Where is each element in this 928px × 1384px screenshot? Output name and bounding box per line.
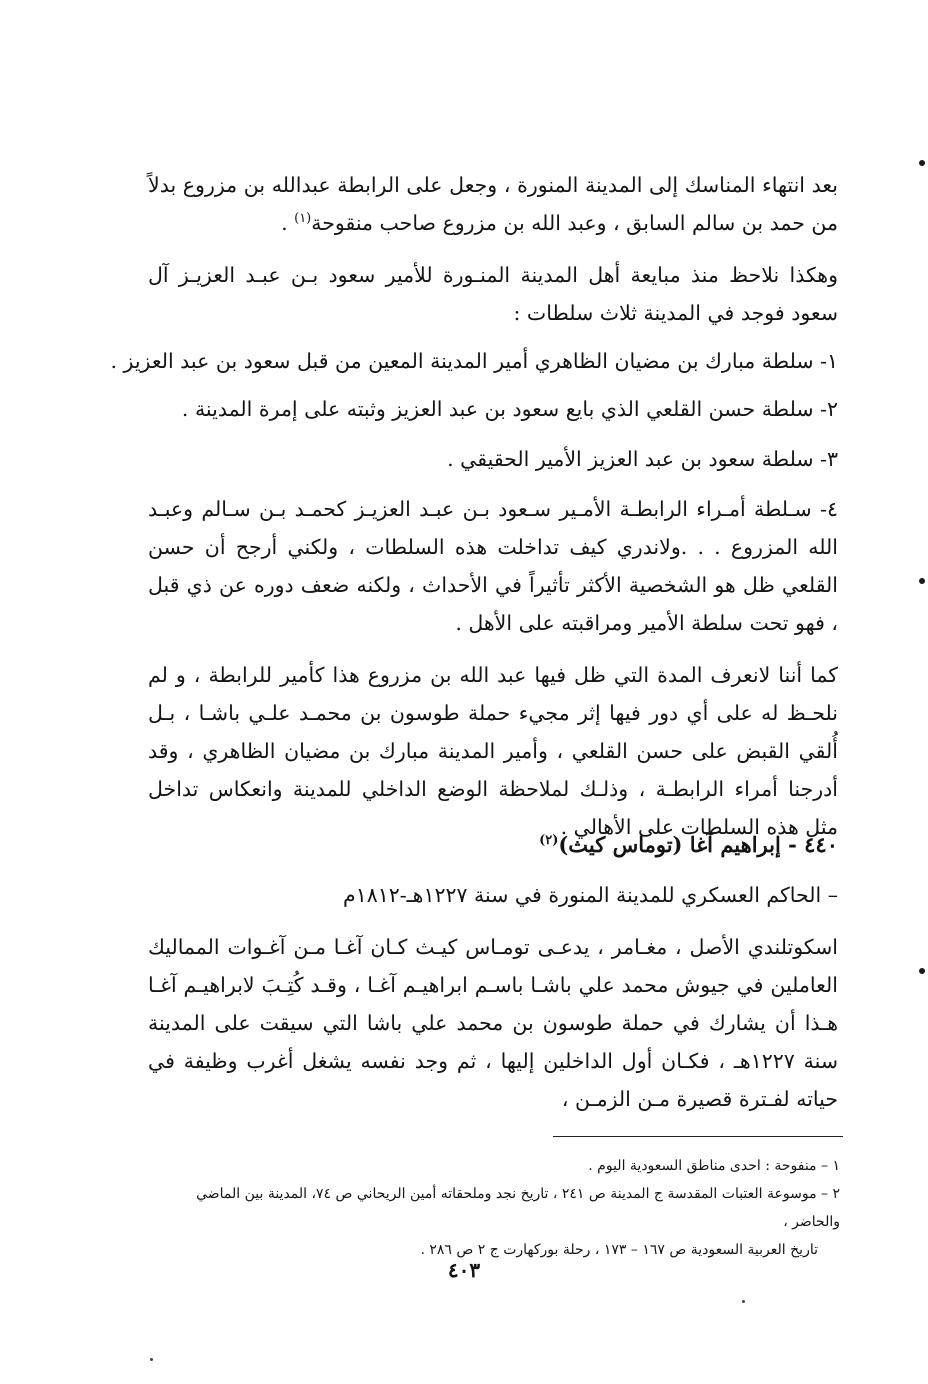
- paragraph-1: [148, 166, 838, 242]
- entry-subtitle: – الحاكم العسكري للمدينة المنورة في سنة ١٢٢٧هـ-١٨١٢م: [342, 883, 838, 907]
- list-item-1: ١- سلطة مبارك بن مضيان الظاهري أمير المدينة المعين من قبل سعود بن عبد العزيز .: [110, 349, 838, 373]
- paragraph-4-text: كما أننا لانعرف المدة التي ظل فيها عبد الله بن مزروع هذا كأمير للرابطة ، و لم نلحـظ له على أي دور فيها إثر مجيء حملة طوسون بن محمـد علـي باشـا ، بـل أُلقي القبض على حسن القلعي ، وأمير المدينة مبارك بن مضيان الظاهري ، وقد أدرجنا أمراء الرابطـة ، وذلـك لملاحظة الوضع الداخلي للمدينة وانعكاس تداخل مثل هذه السلطات على الأهالي .: [148, 663, 838, 839]
- footnote-separator: [553, 1136, 843, 1137]
- scan-mark: [919, 160, 925, 166]
- paragraph-4: [148, 656, 838, 846]
- scan-mark: [919, 968, 925, 974]
- footnote-2-continuation: تاريخ العربية السعودية ص ١٦٧ – ١٧٣ ، رحلة بوركهارت ج ٢ ص ٢٨٦ .: [420, 1242, 818, 1258]
- entry-heading: [539, 826, 838, 864]
- paragraph-5: [148, 928, 838, 1118]
- list-item-2: ٢- سلطة حسن القلعي الذي بايع سعود بن عبد العزيز وثبته على إمرة المدينة .: [181, 397, 838, 421]
- paragraph-1-text: بعد انتهاء المناسك إلى المدينة المنورة ، وجعل على الرابطة عبدالله بن مزروع بدلاً من حمد بن سالم السابق ، وعبد الله بن مزروع صاحب منقوحة: [148, 173, 838, 235]
- footnote-2: ٢ – موسوعة العتبات المقدسة ج المدينة ص ٢٤١ ، تاريخ نجد وملحقاته أمين الريحاني ص ٧٤، المدينة بين الماضي والحاضر ،: [196, 1186, 840, 1230]
- footnote-ref-1[interactable]: (١): [294, 211, 312, 227]
- list-item-3: ٣- سلطة سعود بن عبد العزيز الأمير الحقيقي .: [447, 447, 838, 471]
- paragraph-2-text: وهكذا نلاحظ منذ مبايعة أهل المدينة المنـورة للأمير سعود بـن عبـد العزيـز آل سعود فوجد في المدينة ثلاث سلطات :: [148, 263, 838, 325]
- entry-heading-text: ٤٤٠ - إبراهيم آغا (توماس كيث): [558, 832, 838, 857]
- scan-speck: [150, 1358, 153, 1361]
- paragraph-1-end: .: [281, 211, 295, 235]
- scan-mark: [919, 578, 925, 584]
- scan-speck: [742, 1300, 745, 1303]
- paragraph-5-text: اسكوتلندي الأصل ، مغـامر ، يدعـى تومـاس كيـث كـان آغـا مـن آغـوات المماليك العاملين في جيوش محمد علي باشـا باسـم ابراهيـم آغـا ، وقـد كُتِـبَ لابراهيـم آغـا هـذا أن يشارك في حملة طوسون بن محمد علي باشا التي سيقت على المدينة سنة ١٢٢٧هـ ، فكـان أول الداخلين إليها ، ثم وجد نفسه يشغل أغرب وظيفة في حياته لفـترة قصيرة مـن الزمـن ،: [148, 935, 838, 1111]
- paragraph-2: [148, 256, 838, 332]
- footnote-1: ١ – منفوحة : احدى مناطق السعودية اليوم .: [588, 1158, 840, 1174]
- footnote-ref-2[interactable]: (٢): [539, 833, 559, 848]
- footnotes: [150, 1152, 840, 1264]
- paragraph-3-text: ٤- سـلطة أمـراء الرابطـة الأمـير سـعود بـن عبـد العزيـز كحمـد بـن سـالم وعبـد الله المزروع . . .ولاندري كيف تداخلت هذه السلطات ، ولكني أرجح أن حسن القلعي ظل هو الشخصية الأكثر تأثيراً في الأحداث ، ولكنه ضعف دوره عن ذي قبل ، فهو تحت سلطة الأمير ومراقبته على الأهل .: [148, 497, 838, 635]
- paragraph-3: [148, 490, 838, 642]
- page-number: ٤٠٣: [447, 1258, 481, 1282]
